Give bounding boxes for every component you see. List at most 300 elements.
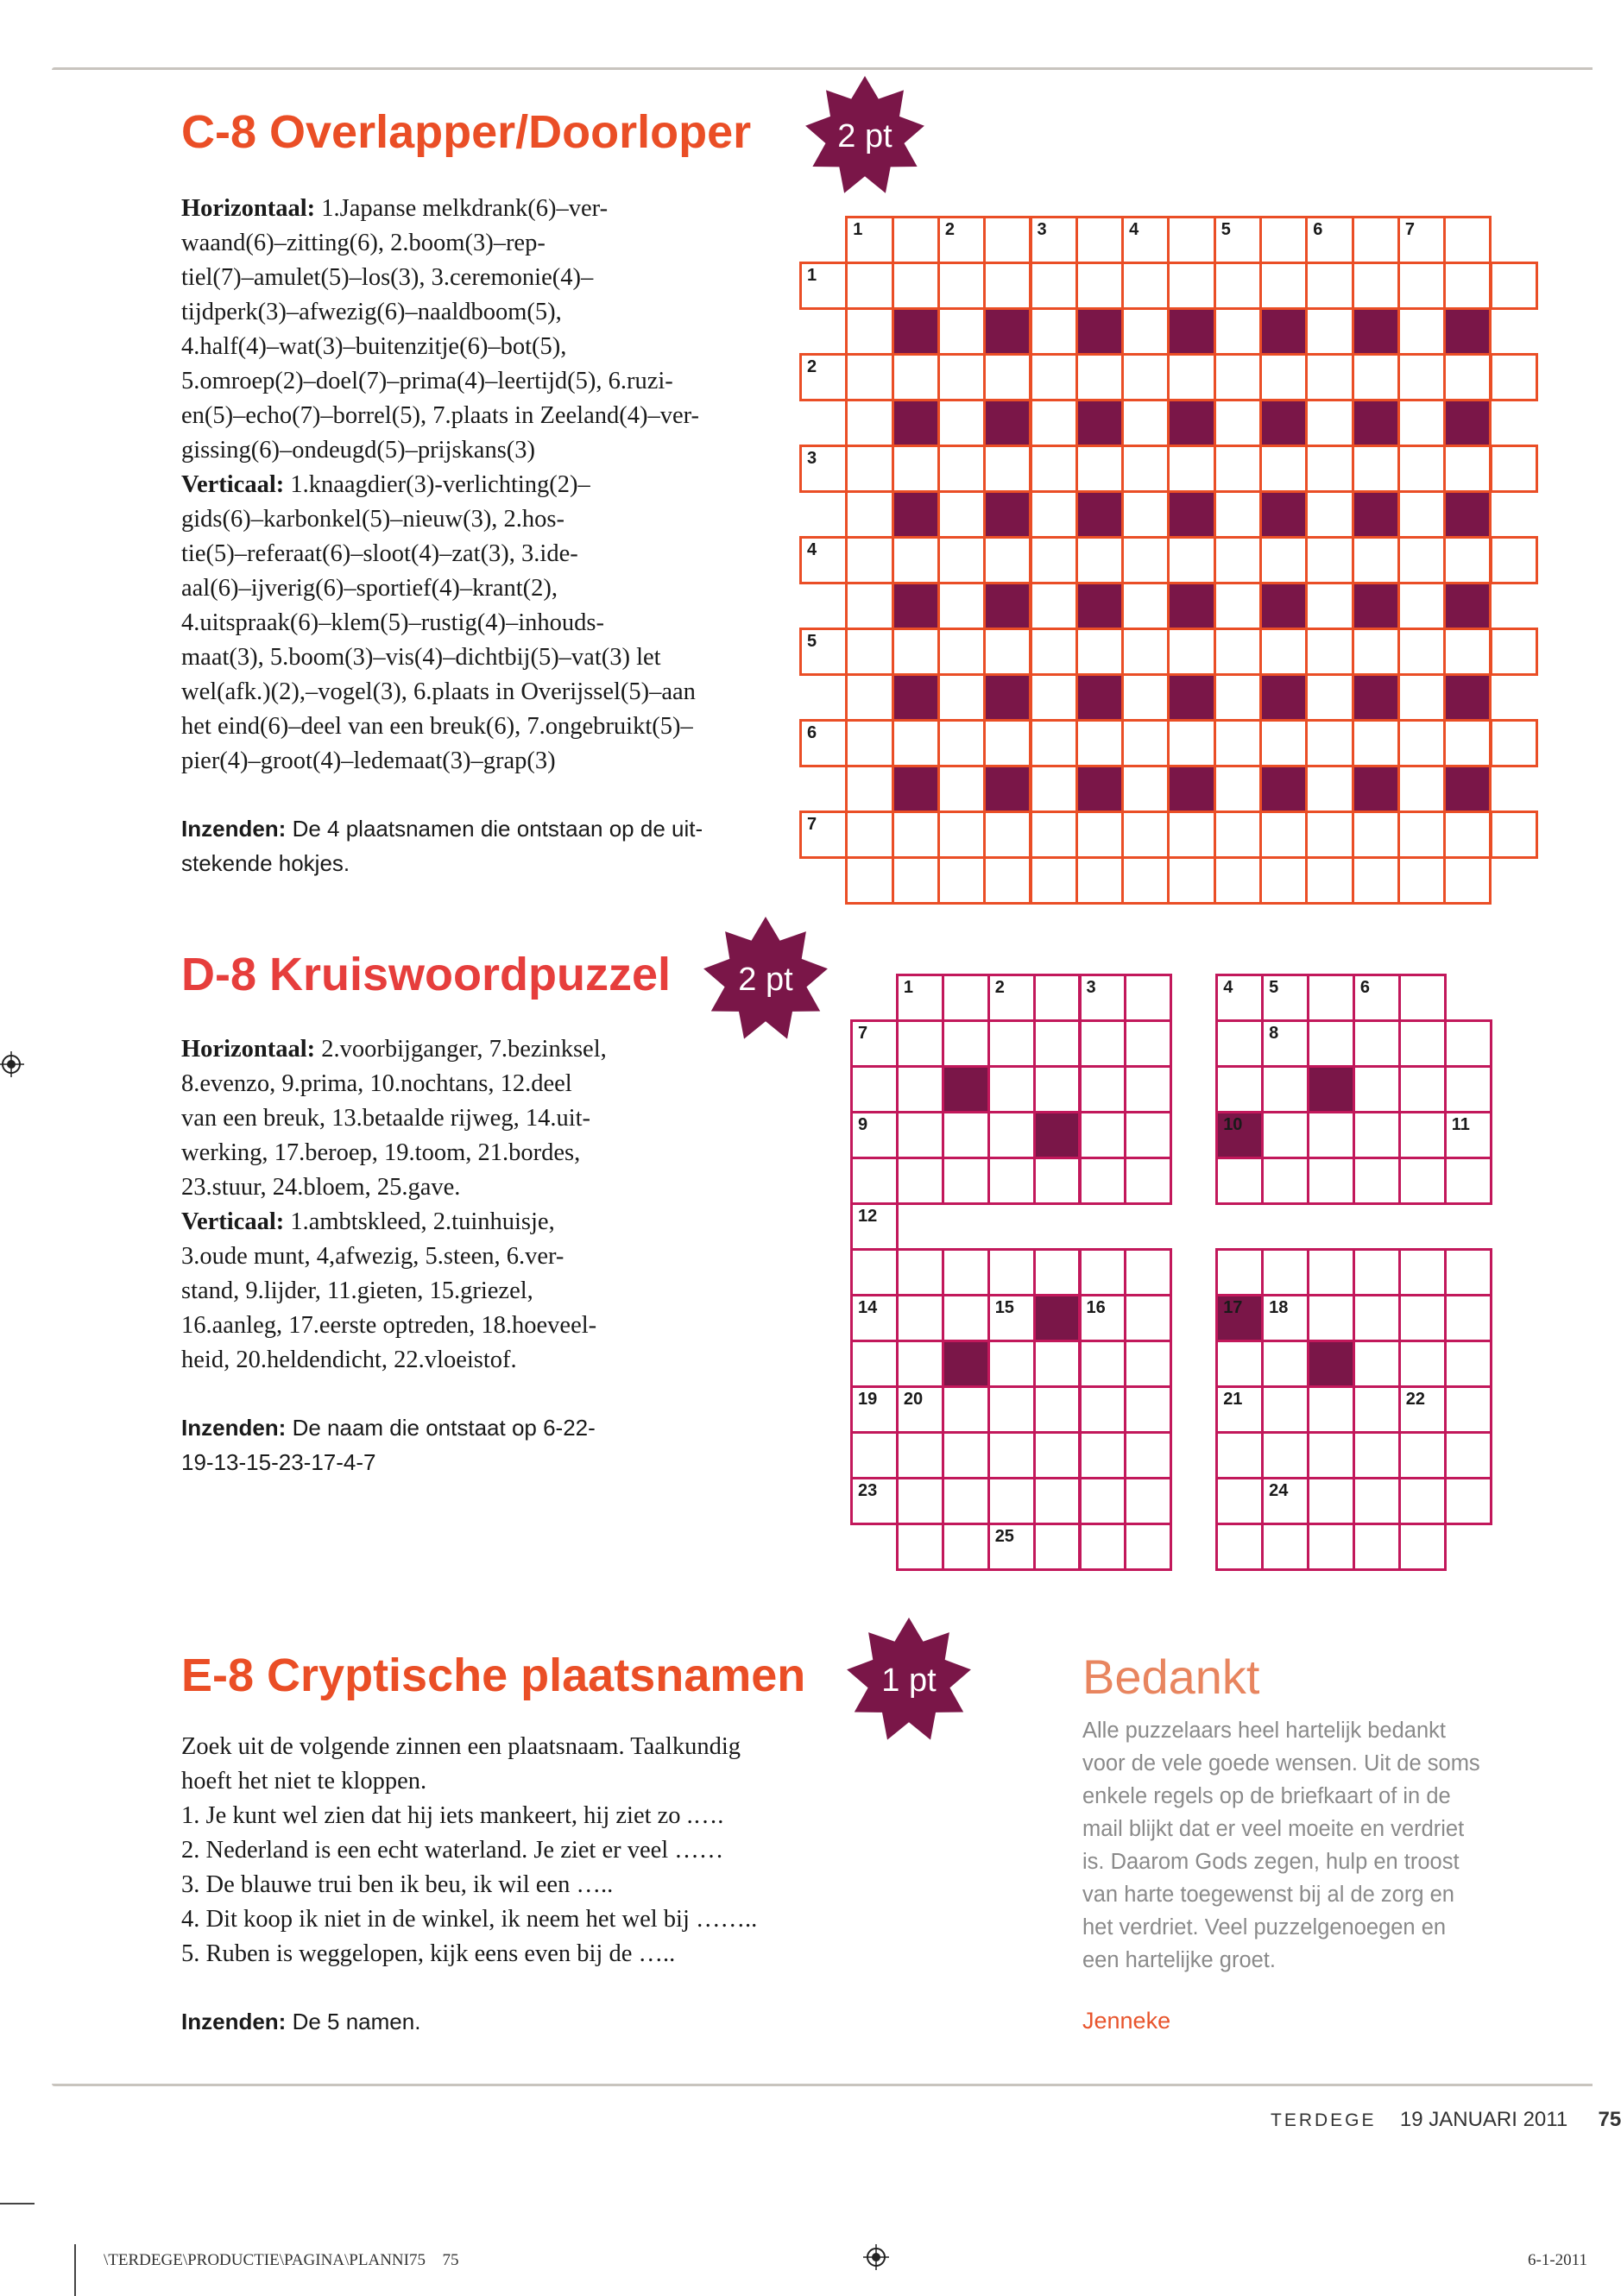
grid-cell[interactable] — [1124, 1157, 1172, 1205]
grid-cell[interactable] — [1261, 1431, 1309, 1479]
grid-cell[interactable] — [1121, 216, 1170, 264]
grid-cell[interactable] — [1353, 1477, 1401, 1525]
grid-cell[interactable] — [896, 1294, 944, 1342]
grid-cell[interactable] — [896, 1157, 944, 1205]
grid-cell[interactable] — [1121, 582, 1170, 630]
grid-cell[interactable] — [1121, 765, 1170, 813]
grid-cell[interactable] — [983, 536, 1031, 584]
grid-cell[interactable] — [1305, 490, 1353, 539]
grid-cell[interactable] — [983, 445, 1031, 493]
grid-cell[interactable] — [892, 262, 940, 310]
grid-cell[interactable] — [1398, 974, 1447, 1022]
grid-cell[interactable] — [1079, 974, 1127, 1022]
grid-cell[interactable] — [1030, 445, 1078, 493]
grid-cell[interactable] — [1259, 262, 1308, 310]
grid-cell[interactable] — [1397, 490, 1446, 539]
grid-cell[interactable] — [942, 974, 990, 1022]
grid-cell[interactable] — [892, 811, 940, 859]
grid-cell[interactable] — [1079, 1248, 1127, 1296]
grid-cell[interactable] — [1215, 974, 1264, 1022]
grid-cell[interactable] — [850, 1157, 899, 1205]
grid-cell[interactable] — [845, 856, 893, 905]
grid-cell[interactable] — [983, 216, 1031, 264]
grid-cell[interactable] — [937, 628, 986, 676]
grid-cell[interactable] — [1305, 719, 1353, 767]
grid-cell[interactable] — [937, 811, 986, 859]
grid-cell[interactable] — [1443, 536, 1492, 584]
grid-cell[interactable] — [845, 765, 893, 813]
grid-cell[interactable] — [845, 399, 893, 447]
grid-cell[interactable] — [1352, 445, 1400, 493]
grid-cell[interactable] — [1030, 353, 1078, 401]
grid-cell[interactable] — [1075, 445, 1124, 493]
grid-cell[interactable] — [937, 673, 986, 722]
grid-cell[interactable] — [942, 1019, 990, 1068]
grid-cell[interactable] — [942, 1294, 990, 1342]
grid-cell[interactable] — [1398, 1019, 1447, 1068]
grid-cell[interactable] — [1352, 811, 1400, 859]
grid-cell[interactable] — [892, 628, 940, 676]
grid-cell[interactable] — [1124, 1431, 1172, 1479]
grid-cell[interactable] — [983, 353, 1031, 401]
grid-cell[interactable] — [1079, 1431, 1127, 1479]
grid-cell[interactable] — [896, 1111, 944, 1159]
grid-cell[interactable] — [1307, 1431, 1355, 1479]
grid-cell[interactable] — [845, 216, 893, 264]
grid-cell[interactable] — [1030, 216, 1078, 264]
grid-cell[interactable] — [1214, 262, 1262, 310]
grid-cell[interactable] — [1030, 582, 1078, 630]
grid-cell[interactable] — [1121, 445, 1170, 493]
grid-cell[interactable] — [1397, 353, 1446, 401]
grid-cell[interactable] — [1033, 1431, 1082, 1479]
grid-cell[interactable] — [1443, 719, 1492, 767]
grid-cell[interactable] — [1075, 811, 1124, 859]
grid-cell[interactable] — [1030, 262, 1078, 310]
grid-cell[interactable] — [1443, 262, 1492, 310]
grid-cell[interactable] — [1033, 1157, 1082, 1205]
grid-cell[interactable] — [1261, 974, 1309, 1022]
grid-cell[interactable] — [850, 1019, 899, 1068]
grid-cell[interactable] — [1397, 216, 1446, 264]
grid-cell[interactable] — [1444, 1294, 1492, 1342]
grid-cell[interactable] — [1352, 536, 1400, 584]
grid-cell[interactable] — [1214, 307, 1262, 356]
grid-cell[interactable] — [1124, 1065, 1172, 1113]
grid-cell[interactable] — [1305, 765, 1353, 813]
grid-cell[interactable] — [937, 536, 986, 584]
grid-cell[interactable] — [892, 536, 940, 584]
grid-cell[interactable] — [1075, 262, 1124, 310]
grid-cell[interactable] — [1033, 1065, 1082, 1113]
grid-cell[interactable] — [1214, 216, 1262, 264]
grid-cell[interactable] — [892, 353, 940, 401]
grid-cell[interactable] — [850, 1431, 899, 1479]
grid-cell[interactable] — [1167, 719, 1215, 767]
grid-cell[interactable] — [1124, 1294, 1172, 1342]
grid-cell[interactable] — [845, 353, 893, 401]
grid-cell[interactable] — [1261, 1111, 1309, 1159]
grid-cell[interactable] — [1121, 399, 1170, 447]
grid-cell[interactable] — [845, 719, 893, 767]
grid-cell[interactable] — [1167, 811, 1215, 859]
grid-cell[interactable] — [1398, 1294, 1447, 1342]
grid-cell[interactable] — [1352, 628, 1400, 676]
grid-cell[interactable] — [1352, 262, 1400, 310]
grid-cell[interactable] — [1030, 307, 1078, 356]
grid-cell[interactable] — [1305, 262, 1353, 310]
grid-cell[interactable] — [1261, 1019, 1309, 1068]
grid-cell[interactable] — [1397, 262, 1446, 310]
grid-cell[interactable] — [1259, 536, 1308, 584]
grid-cell[interactable] — [1030, 856, 1078, 905]
grid-cell[interactable] — [850, 1065, 899, 1113]
grid-cell[interactable] — [1443, 216, 1492, 264]
grid-cell[interactable] — [1215, 1385, 1264, 1434]
grid-cell[interactable] — [1075, 628, 1124, 676]
grid-cell[interactable] — [1030, 719, 1078, 767]
grid-cell[interactable] — [1124, 1111, 1172, 1159]
grid-cell[interactable] — [1398, 1523, 1447, 1571]
grid-cell[interactable] — [1490, 811, 1538, 859]
grid-cell[interactable] — [1305, 307, 1353, 356]
grid-cell[interactable] — [850, 1477, 899, 1525]
grid-cell[interactable] — [1214, 490, 1262, 539]
grid-cell[interactable] — [1079, 1111, 1127, 1159]
grid-cell[interactable] — [1307, 1248, 1355, 1296]
grid-cell[interactable] — [1214, 811, 1262, 859]
grid-cell[interactable] — [1490, 353, 1538, 401]
grid-cell[interactable] — [892, 216, 940, 264]
grid-cell[interactable] — [1444, 1340, 1492, 1388]
grid-cell[interactable] — [1259, 445, 1308, 493]
grid-cell[interactable] — [1214, 445, 1262, 493]
grid-cell[interactable] — [1214, 673, 1262, 722]
grid-cell[interactable] — [937, 719, 986, 767]
grid-cell[interactable] — [937, 262, 986, 310]
grid-cell[interactable] — [1443, 445, 1492, 493]
grid-cell[interactable] — [850, 1248, 899, 1296]
grid-cell[interactable] — [1214, 536, 1262, 584]
grid-cell[interactable] — [1075, 353, 1124, 401]
grid-cell[interactable] — [1305, 856, 1353, 905]
grid-cell[interactable] — [987, 1019, 1036, 1068]
grid-cell[interactable] — [1444, 1431, 1492, 1479]
grid-cell[interactable] — [987, 1294, 1036, 1342]
grid-cell[interactable] — [799, 719, 848, 767]
grid-cell[interactable] — [1121, 856, 1170, 905]
grid-cell[interactable] — [1443, 353, 1492, 401]
grid-cell[interactable] — [1033, 974, 1082, 1022]
grid-cell[interactable] — [937, 216, 986, 264]
grid-cell[interactable] — [845, 445, 893, 493]
grid-cell[interactable] — [845, 582, 893, 630]
grid-cell[interactable] — [1124, 1248, 1172, 1296]
grid-cell[interactable] — [1305, 582, 1353, 630]
grid-cell[interactable] — [1397, 811, 1446, 859]
grid-cell[interactable] — [1397, 765, 1446, 813]
grid-cell[interactable] — [1030, 673, 1078, 722]
grid-cell[interactable] — [1444, 1248, 1492, 1296]
grid-cell[interactable] — [1075, 536, 1124, 584]
grid-cell[interactable] — [896, 974, 944, 1022]
grid-cell[interactable] — [1261, 1157, 1309, 1205]
grid-cell[interactable] — [1305, 445, 1353, 493]
grid-cell[interactable] — [942, 1385, 990, 1434]
grid-cell[interactable] — [850, 1111, 899, 1159]
grid-cell[interactable] — [1307, 1111, 1355, 1159]
grid-cell[interactable] — [1079, 1065, 1127, 1113]
grid-cell[interactable] — [1444, 1157, 1492, 1205]
grid-cell[interactable] — [942, 1523, 990, 1571]
grid-cell[interactable] — [937, 445, 986, 493]
grid-cell[interactable] — [1398, 1385, 1447, 1434]
grid-cell[interactable] — [1079, 1019, 1127, 1068]
grid-cell[interactable] — [942, 1248, 990, 1296]
grid-cell[interactable] — [1215, 1477, 1264, 1525]
grid-cell[interactable] — [1167, 856, 1215, 905]
grid-cell[interactable] — [1259, 353, 1308, 401]
grid-cell[interactable] — [1307, 1294, 1355, 1342]
grid-cell[interactable] — [1444, 1019, 1492, 1068]
grid-cell[interactable] — [983, 628, 1031, 676]
grid-cell[interactable] — [1215, 1431, 1264, 1479]
grid-cell[interactable] — [1121, 673, 1170, 722]
grid-cell[interactable] — [850, 1202, 899, 1251]
grid-cell[interactable] — [1214, 765, 1262, 813]
grid-cell[interactable] — [1490, 628, 1538, 676]
grid-cell[interactable] — [845, 536, 893, 584]
grid-cell[interactable] — [1305, 811, 1353, 859]
grid-cell[interactable] — [1033, 1385, 1082, 1434]
grid-cell[interactable] — [1033, 1248, 1082, 1296]
grid-cell[interactable] — [1398, 1248, 1447, 1296]
grid-cell[interactable] — [1443, 856, 1492, 905]
grid-cell[interactable] — [1305, 628, 1353, 676]
grid-cell[interactable] — [1261, 1523, 1309, 1571]
grid-cell[interactable] — [1353, 1385, 1401, 1434]
grid-cell[interactable] — [987, 1157, 1036, 1205]
grid-cell[interactable] — [1259, 719, 1308, 767]
grid-cell[interactable] — [1490, 719, 1538, 767]
grid-cell[interactable] — [1214, 399, 1262, 447]
grid-cell[interactable] — [1079, 1477, 1127, 1525]
grid-cell[interactable] — [1079, 1523, 1127, 1571]
grid-cell[interactable] — [987, 1385, 1036, 1434]
grid-cell[interactable] — [1079, 1157, 1127, 1205]
grid-cell[interactable] — [1307, 974, 1355, 1022]
grid-cell[interactable] — [1124, 1340, 1172, 1388]
grid-cell[interactable] — [892, 445, 940, 493]
grid-cell[interactable] — [799, 628, 848, 676]
grid-cell[interactable] — [1490, 262, 1538, 310]
grid-cell[interactable] — [896, 1065, 944, 1113]
grid-cell[interactable] — [845, 811, 893, 859]
grid-cell[interactable] — [1353, 1157, 1401, 1205]
grid-cell[interactable] — [1352, 353, 1400, 401]
grid-cell[interactable] — [937, 399, 986, 447]
grid-cell[interactable] — [1307, 1157, 1355, 1205]
grid-cell[interactable] — [1215, 1019, 1264, 1068]
grid-cell[interactable] — [1305, 399, 1353, 447]
grid-cell[interactable] — [1030, 765, 1078, 813]
grid-cell[interactable] — [1490, 536, 1538, 584]
grid-cell[interactable] — [937, 490, 986, 539]
grid-cell[interactable] — [987, 1523, 1036, 1571]
grid-cell[interactable] — [1397, 856, 1446, 905]
grid-cell[interactable] — [983, 262, 1031, 310]
grid-cell[interactable] — [799, 353, 848, 401]
grid-cell[interactable] — [892, 719, 940, 767]
grid-cell[interactable] — [1259, 628, 1308, 676]
grid-cell[interactable] — [845, 262, 893, 310]
grid-cell[interactable] — [1121, 353, 1170, 401]
grid-cell[interactable] — [942, 1477, 990, 1525]
grid-cell[interactable] — [1214, 856, 1262, 905]
grid-cell[interactable] — [896, 1477, 944, 1525]
grid-cell[interactable] — [1444, 1065, 1492, 1113]
grid-cell[interactable] — [845, 673, 893, 722]
grid-cell[interactable] — [850, 1385, 899, 1434]
grid-cell[interactable] — [892, 856, 940, 905]
grid-cell[interactable] — [799, 445, 848, 493]
grid-cell[interactable] — [1033, 1477, 1082, 1525]
grid-cell[interactable] — [1124, 1385, 1172, 1434]
grid-cell[interactable] — [1353, 1431, 1401, 1479]
grid-cell[interactable] — [1030, 628, 1078, 676]
grid-cell[interactable] — [983, 719, 1031, 767]
grid-cell[interactable] — [850, 1340, 899, 1388]
grid-cell[interactable] — [1079, 1340, 1127, 1388]
grid-cell[interactable] — [1353, 1340, 1401, 1388]
grid-cell[interactable] — [1214, 628, 1262, 676]
grid-cell[interactable] — [987, 974, 1036, 1022]
grid-cell[interactable] — [983, 856, 1031, 905]
grid-cell[interactable] — [1259, 856, 1308, 905]
grid-cell[interactable] — [1305, 536, 1353, 584]
grid-cell[interactable] — [1079, 1294, 1127, 1342]
grid-cell[interactable] — [1030, 490, 1078, 539]
grid-cell[interactable] — [1261, 1340, 1309, 1388]
grid-cell[interactable] — [1352, 719, 1400, 767]
grid-cell[interactable] — [1124, 974, 1172, 1022]
grid-cell[interactable] — [1261, 1248, 1309, 1296]
grid-cell[interactable] — [799, 262, 848, 310]
grid-cell[interactable] — [1398, 1065, 1447, 1113]
grid-cell[interactable] — [1353, 1019, 1401, 1068]
grid-cell[interactable] — [1261, 1065, 1309, 1113]
grid-cell[interactable] — [1215, 1248, 1264, 1296]
grid-cell[interactable] — [1261, 1477, 1309, 1525]
grid-cell[interactable] — [1397, 399, 1446, 447]
grid-cell[interactable] — [1398, 1111, 1447, 1159]
grid-cell[interactable] — [1444, 1385, 1492, 1434]
grid-cell[interactable] — [845, 490, 893, 539]
grid-cell[interactable] — [1352, 216, 1400, 264]
grid-cell[interactable] — [1167, 445, 1215, 493]
grid-cell[interactable] — [942, 1111, 990, 1159]
grid-cell[interactable] — [1167, 536, 1215, 584]
grid-cell[interactable] — [896, 1019, 944, 1068]
grid-cell[interactable] — [845, 307, 893, 356]
grid-cell[interactable] — [1167, 353, 1215, 401]
grid-cell[interactable] — [1307, 1477, 1355, 1525]
grid-cell[interactable] — [1397, 673, 1446, 722]
grid-cell[interactable] — [1353, 1248, 1401, 1296]
grid-cell[interactable] — [1259, 811, 1308, 859]
grid-cell[interactable] — [983, 811, 1031, 859]
grid-cell[interactable] — [1353, 1523, 1401, 1571]
grid-cell[interactable] — [1030, 536, 1078, 584]
grid-cell[interactable] — [1353, 1294, 1401, 1342]
grid-cell[interactable] — [1124, 1523, 1172, 1571]
grid-cell[interactable] — [1121, 628, 1170, 676]
grid-cell[interactable] — [1444, 1477, 1492, 1525]
grid-cell[interactable] — [1215, 1340, 1264, 1388]
grid-cell[interactable] — [1121, 262, 1170, 310]
grid-cell[interactable] — [1305, 673, 1353, 722]
grid-cell[interactable] — [937, 856, 986, 905]
grid-cell[interactable] — [1214, 582, 1262, 630]
grid-cell[interactable] — [1121, 811, 1170, 859]
grid-cell[interactable] — [1353, 974, 1401, 1022]
grid-cell[interactable] — [1167, 628, 1215, 676]
grid-cell[interactable] — [1443, 628, 1492, 676]
grid-cell[interactable] — [845, 628, 893, 676]
grid-cell[interactable] — [1215, 1523, 1264, 1571]
grid-cell[interactable] — [1121, 719, 1170, 767]
grid-cell[interactable] — [1305, 353, 1353, 401]
grid-cell[interactable] — [1397, 628, 1446, 676]
grid-cell[interactable] — [1397, 307, 1446, 356]
grid-cell[interactable] — [1261, 1385, 1309, 1434]
grid-cell[interactable] — [850, 1294, 899, 1342]
grid-cell[interactable] — [896, 1248, 944, 1296]
grid-cell[interactable] — [1033, 1019, 1082, 1068]
grid-cell[interactable] — [1214, 353, 1262, 401]
grid-cell[interactable] — [1121, 536, 1170, 584]
grid-cell[interactable] — [1397, 536, 1446, 584]
grid-cell[interactable] — [987, 1431, 1036, 1479]
grid-cell[interactable] — [1030, 811, 1078, 859]
grid-cell[interactable] — [1030, 399, 1078, 447]
grid-cell[interactable] — [1079, 1385, 1127, 1434]
grid-cell[interactable] — [1075, 856, 1124, 905]
grid-cell[interactable] — [1167, 262, 1215, 310]
grid-cell[interactable] — [987, 1111, 1036, 1159]
grid-cell[interactable] — [1398, 1431, 1447, 1479]
grid-cell[interactable] — [1124, 1477, 1172, 1525]
grid-cell[interactable] — [1443, 811, 1492, 859]
grid-cell[interactable] — [942, 1157, 990, 1205]
grid-cell[interactable] — [1398, 1340, 1447, 1388]
grid-cell[interactable] — [1353, 1111, 1401, 1159]
grid-cell[interactable] — [1214, 719, 1262, 767]
grid-cell[interactable] — [1307, 1523, 1355, 1571]
grid-cell[interactable] — [1121, 490, 1170, 539]
grid-cell[interactable] — [1215, 1157, 1264, 1205]
grid-cell[interactable] — [987, 1477, 1036, 1525]
grid-cell[interactable] — [896, 1340, 944, 1388]
grid-cell[interactable] — [1075, 216, 1124, 264]
grid-cell[interactable] — [896, 1385, 944, 1434]
grid-cell[interactable] — [1397, 719, 1446, 767]
grid-cell[interactable] — [1033, 1523, 1082, 1571]
grid-cell[interactable] — [937, 353, 986, 401]
grid-cell[interactable] — [1033, 1340, 1082, 1388]
grid-cell[interactable] — [1261, 1294, 1309, 1342]
grid-cell[interactable] — [799, 811, 848, 859]
